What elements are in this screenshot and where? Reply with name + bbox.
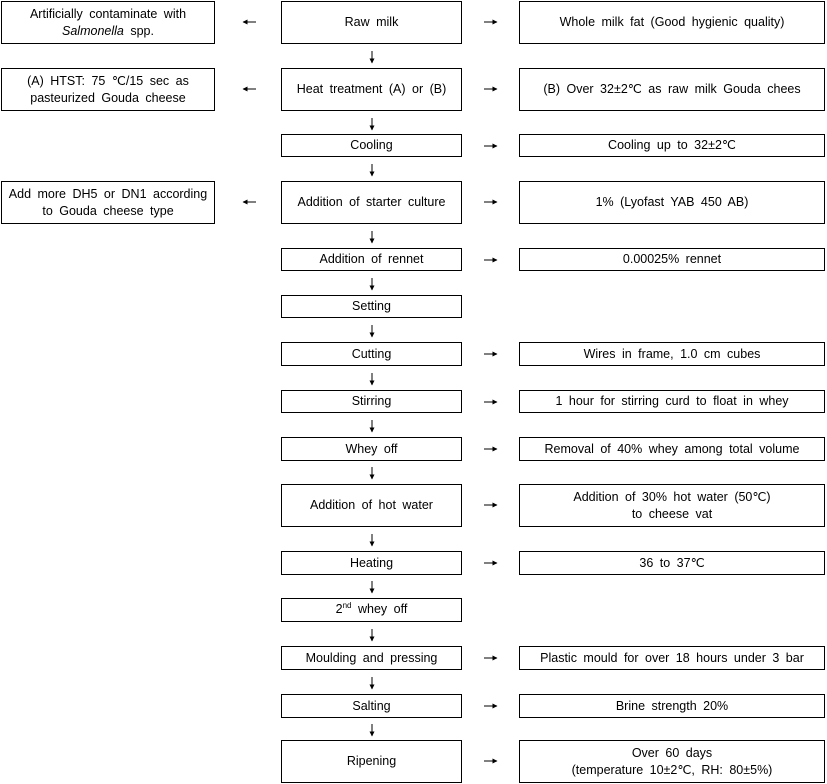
step-label: Salting	[352, 698, 391, 713]
detail-text: 0.00025% rennet	[622, 252, 722, 267]
side-text-line1: Add more DH5 or DN1 according	[8, 186, 208, 201]
side-text-line1: Artificially contaminate with	[29, 6, 187, 21]
step-label: Heating	[349, 555, 394, 570]
step-label: Addition of rennet	[319, 252, 424, 267]
detail-text: Cooling up to 32±2℃	[608, 138, 736, 153]
side-text-line2: pasteurized Gouda cheese	[30, 90, 186, 105]
detail-text: 1 hour for stirring curd to float in whey	[555, 394, 789, 409]
detail-text: 36 to 37℃	[639, 555, 705, 570]
step-label-rest: whey off	[351, 602, 408, 617]
step-label: Addition of starter culture	[297, 195, 446, 210]
detail-text: Removal of 40% whey among total volume	[544, 441, 800, 456]
step-label: Stirring	[351, 394, 392, 409]
step-label: Setting	[352, 299, 391, 314]
side-text-line2: to Gouda cheese type	[42, 203, 174, 218]
detail-text: 1% (Lyofast YAB 450 AB)	[595, 195, 749, 210]
detail-text: Whole milk fat (Good hygienic quality)	[559, 15, 785, 30]
step-label: Whey off	[345, 441, 398, 456]
step-label: Moulding and pressing	[305, 650, 438, 665]
step-label: Heat treatment (A) or (B)	[296, 82, 447, 97]
detail-text: Brine strength 20%	[615, 698, 729, 713]
step-label: Raw milk	[344, 15, 399, 30]
detail-text: Plastic mould for over 18 hours under 3 bar	[540, 650, 804, 665]
side-text-rest: spp.	[123, 23, 154, 38]
detail-text-line1: Over 60 days	[631, 745, 713, 760]
step-label-number: 2	[335, 602, 343, 617]
detail-text: Wires in frame, 1.0 cm cubes	[583, 346, 761, 361]
detail-text: (B) Over 32±2℃ as raw milk Gouda chees	[543, 82, 801, 97]
detail-text-line2: to cheese vat	[631, 506, 713, 521]
side-text-line1: (A) HTST: 75 ℃/15 sec as	[27, 73, 189, 88]
step-label-superscript: nd	[342, 601, 352, 611]
step-label: Ripening	[346, 754, 397, 769]
side-text-italic: Salmonella	[62, 23, 124, 38]
step-label: Cooling	[350, 138, 393, 153]
step-label: Cutting	[351, 346, 392, 361]
detail-text-line1: Addition of 30% hot water (50℃)	[573, 489, 771, 504]
detail-text-line2: (temperature 10±2℃, RH: 80±5%)	[571, 762, 773, 777]
step-label: Addition of hot water	[310, 498, 433, 513]
